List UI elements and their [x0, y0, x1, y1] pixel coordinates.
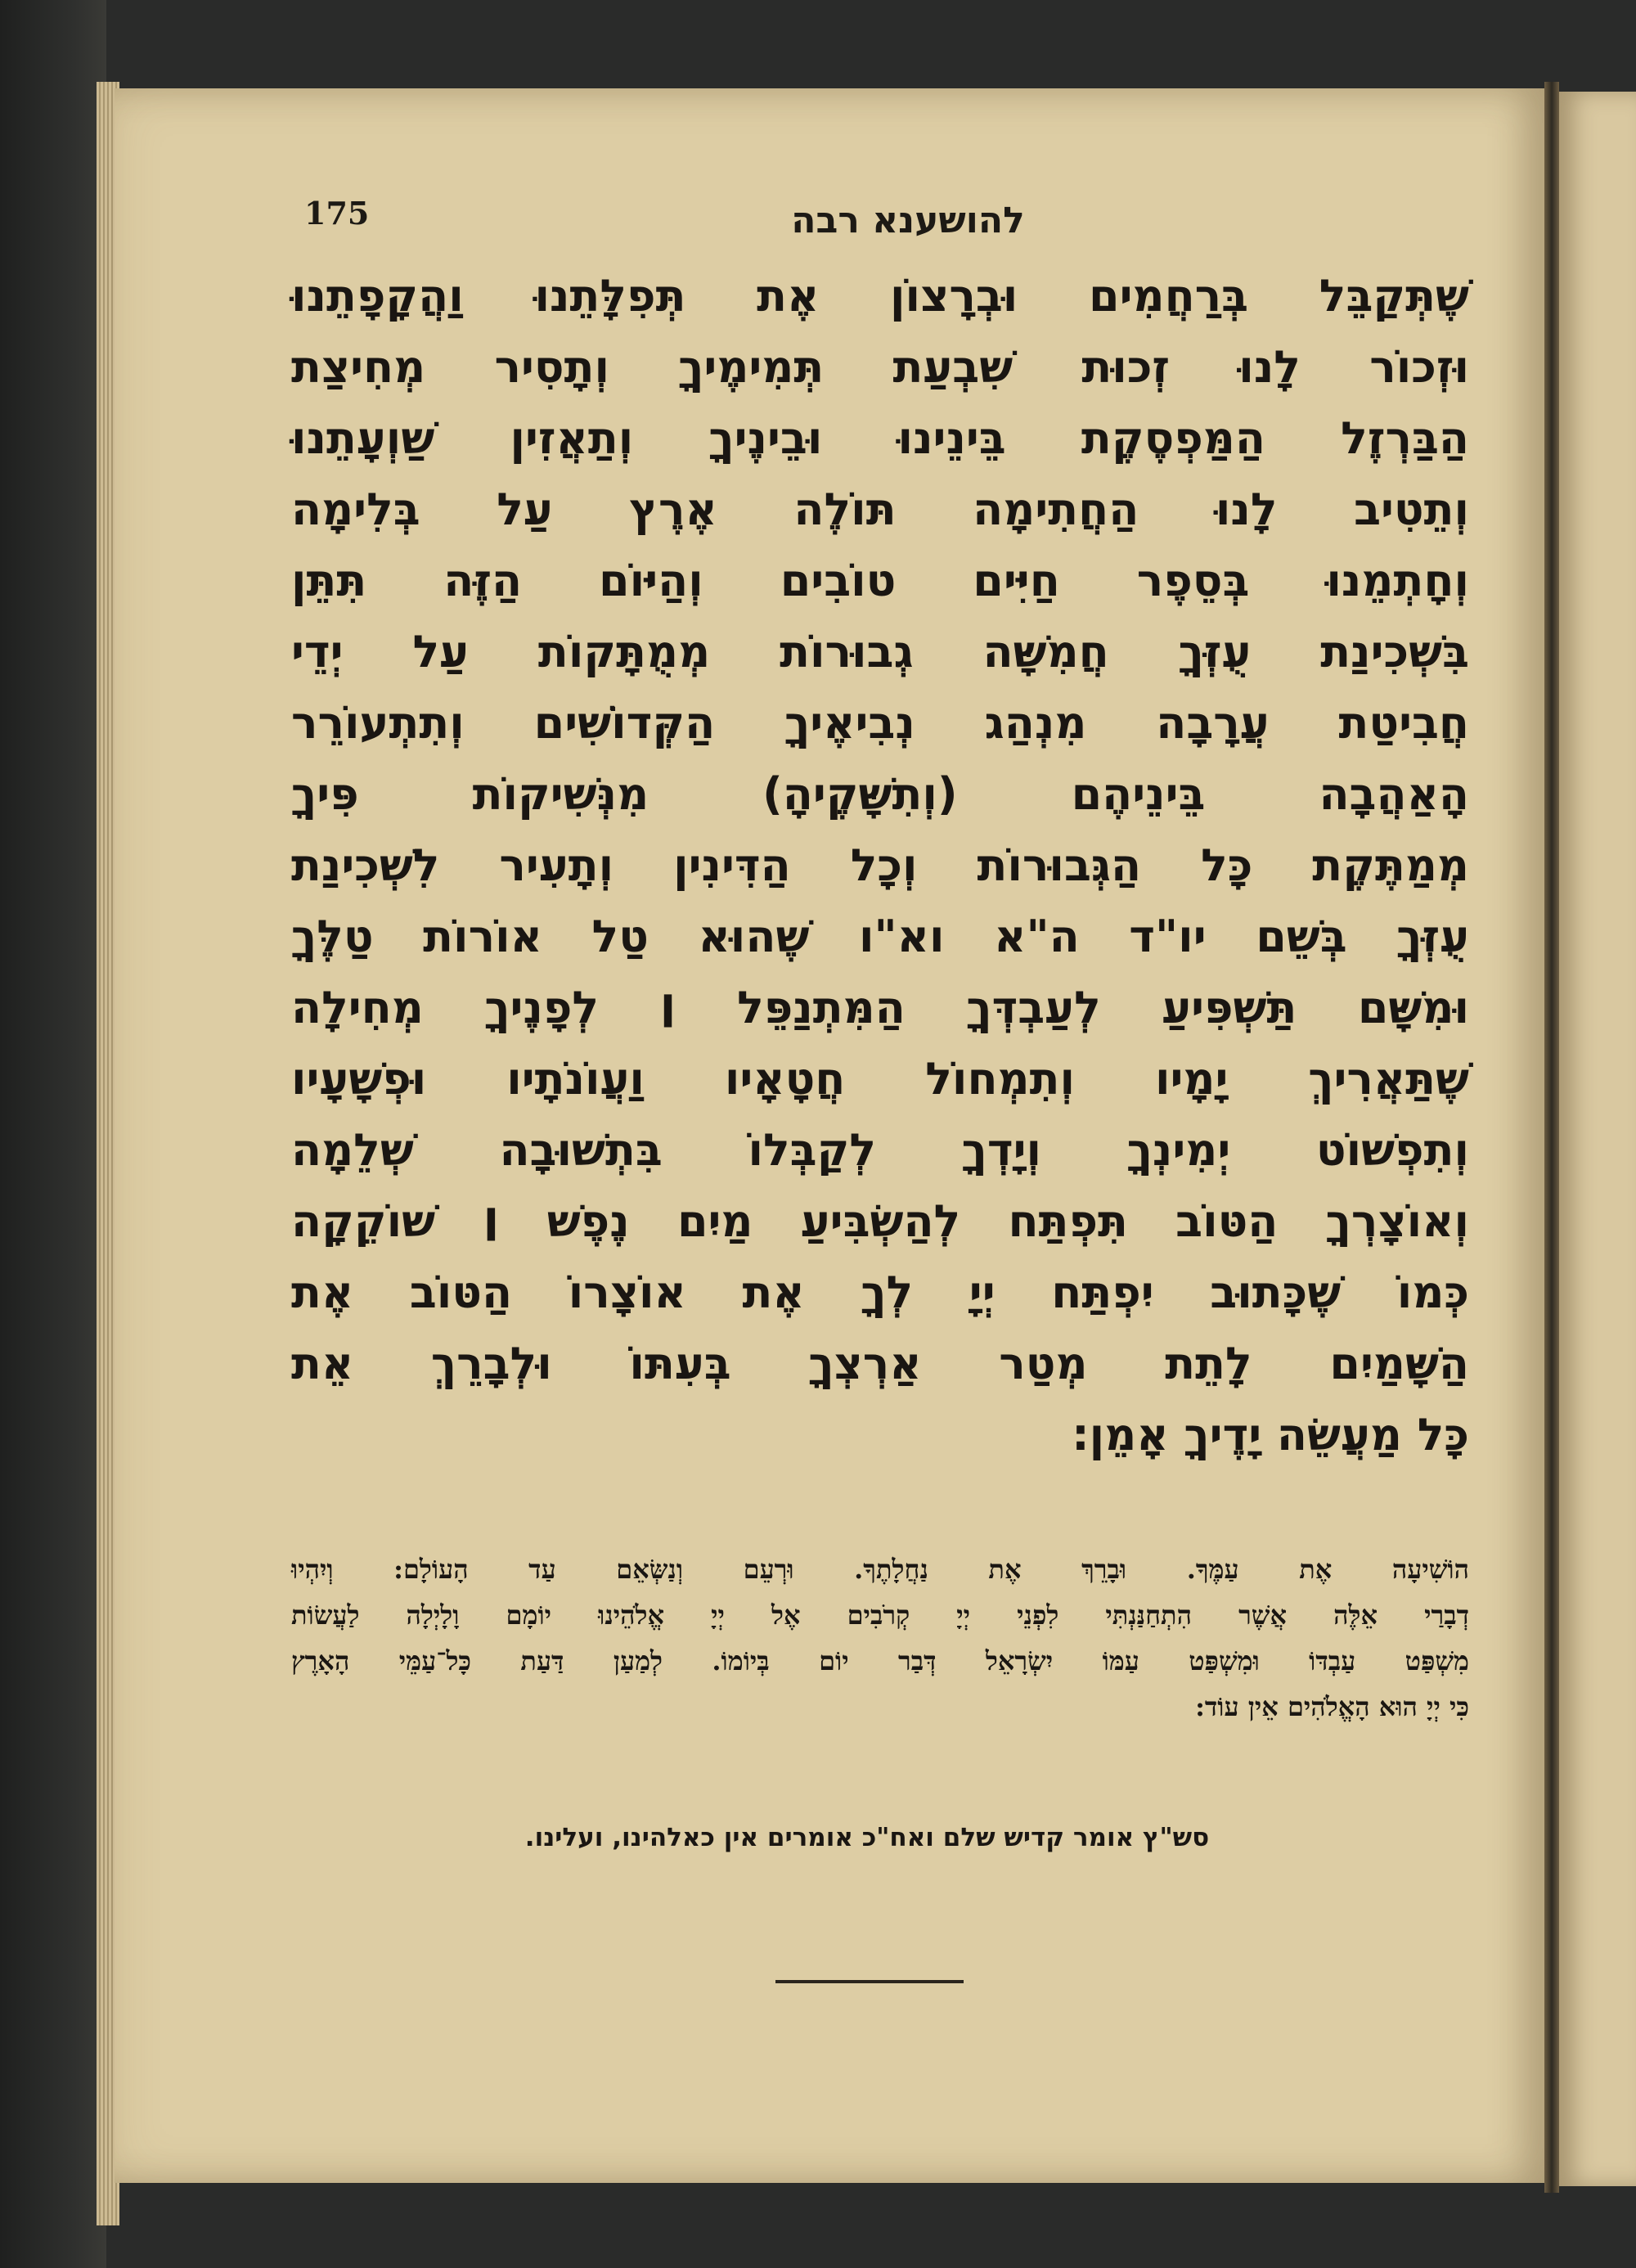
text-line: וְחָתְמֵנוּ בְּסֵפֶר חַיִּים טוֹבִים וְהַיּוֹם הַזֶּה תִּתֵּן: [291, 555, 1469, 606]
text-line: כָּל מַעֲשֵׂה יָדֶיךָ אָמֵן:: [1072, 1409, 1469, 1460]
text-line: שֶׁתְּקַבֵּל בְּרַחֲמִים וּבְרָצוֹן אֶת תְּפִלָּתֵנוּ וַהֲקָפָתֵנוּ: [291, 270, 1469, 322]
text-line: עֻזְּךָ בְּשֵׁם יו"ד ה"א וא"ו שֶׁהוּא טַל אוֹרוֹת טַלֶּךָ: [291, 911, 1469, 962]
verse-line: מִשְׁפַּט עַבְדּוֹ וּמִשְׁפַּט עַמּוֹ יִשְׂרָאֵל דְּבַר יוֹם בְּיוֹמוֹ. לְמַעַן דַּעַת כָּל־עַמֵּי הָאָרֶץ: [291, 1645, 1470, 1676]
text-line: הָאַהֲבָה בֵּינֵיהֶם (וְתִשָּׁקֶיהָ) מִנְּשִׁיקוֹת פִּיךָ: [291, 768, 1469, 820]
text-line: מְמַתֶּקֶת כָּל הַגְּבוּרוֹת וְכָל הַדִּינִין וְתָעִיר לִשְׁכִינַת: [291, 839, 1469, 891]
text-line: וְאוֹצָרְךָ הַטּוֹב תִּפְתַּח לְהַשְׂבִּיעַ מַיִם נֶפֶשׁ ׀ שׁוֹקֵקָה: [291, 1195, 1469, 1247]
text-line: הַבַּרְזֶל הַמַּפְסֶקֶת בֵּינֵינוּ וּבֵינֶיךָ וְתַאֲזִין שַׁוְעָתֵנוּ: [291, 412, 1469, 464]
book-gutter: [1544, 82, 1559, 2193]
end-divider: [775, 1980, 964, 1983]
instruction-note: סש"ץ אומר קדיש שלם ואח"כ אומרים אין כאלהינו, ועלינו.: [524, 1823, 1210, 1852]
text-line: וּזְכוֹר לָנוּ זְכוּת שִׁבְעַת תְּמִימֶיךָ וְתָסִיר מְחִיצַת: [291, 341, 1469, 393]
text-line: שֶׁתַּאֲרִיךְ יָמָיו וְתִמְחוֹל חֲטָאָיו וַעֲוֹנֹתָיו וּפְשָׁעָיו: [291, 1053, 1469, 1105]
page-number: 175: [304, 195, 370, 232]
verse-line: הוֹשִׁיעָה אֶת עַמֶּךָ. וּבָרֵךְ אֶת נַחֲלָתֶךָ. וּרְעֵם וְנַשְּׂאֵם עַד הָעוֹלָם: וְיִהְיוּ: [291, 1554, 1469, 1585]
text-line: וְתִפְשׁוֹט יְמִינְךָ וְיָדְךָ לְקַבְּלוֹ בִּתְשׁוּבָה שְׁלֵמָה: [291, 1124, 1469, 1176]
verse-line: דְבָרַי אֵלֶּה אֲשֶׁר הִתְחַנַּנְתִּי לִפְנֵי יְיָ קְרֹבִים אֶל יְיָ אֱלֹהֵינוּ יוֹמָם וָלָיְלָה לַעֲשׂוֹת: [291, 1600, 1469, 1631]
text-line: וּמִשָּׁם תַּשְׁפִּיעַ לְעַבְדְּךָ הַמִּתְנַפֵּל ׀ לְפָנֶיךָ מְחִילָה: [291, 982, 1469, 1033]
text-line: הַשָּׁמַיִם לָתֵת מְטַר אַרְצְךָ בְּעִתּוֹ וּלְבָרֵךְ אֵת: [291, 1338, 1469, 1389]
verse-line: כִּי יְיָ הוּא הָאֱלֹהִים אֵין עוֹד:: [1195, 1691, 1469, 1722]
text-line: חֲבִיטַת עֲרָבָה מִנְהַג נְבִיאֶיךָ הַקְּדוֹשִׁים וְתִתְעוֹרֵר: [291, 697, 1469, 749]
book-cover-edge: [0, 0, 106, 2268]
facing-page-edge: [1559, 92, 1636, 2186]
main-text-block: [291, 260, 1469, 1470]
running-head: להושענא רבה: [791, 200, 1025, 241]
text-line: בִּשְׁכִינַת עֻזְּךָ חֲמִשָּׁה גְבוּרוֹת מְמֻתָּקוֹת עַל יְדֵי: [291, 626, 1469, 677]
verses-block: [291, 1546, 1469, 1730]
text-line: כְּמוֹ שֶׁכָּתוּב יִפְתַּח יְיָ לְךָ אֶת אוֹצָרוֹ הַטּוֹב אֶת: [291, 1267, 1469, 1318]
text-line: וְתֵטִיב לָנוּ הַחֲתִימָה תּוֹלֶה אֶרֶץ עַל בְּלִימָה: [291, 484, 1469, 535]
